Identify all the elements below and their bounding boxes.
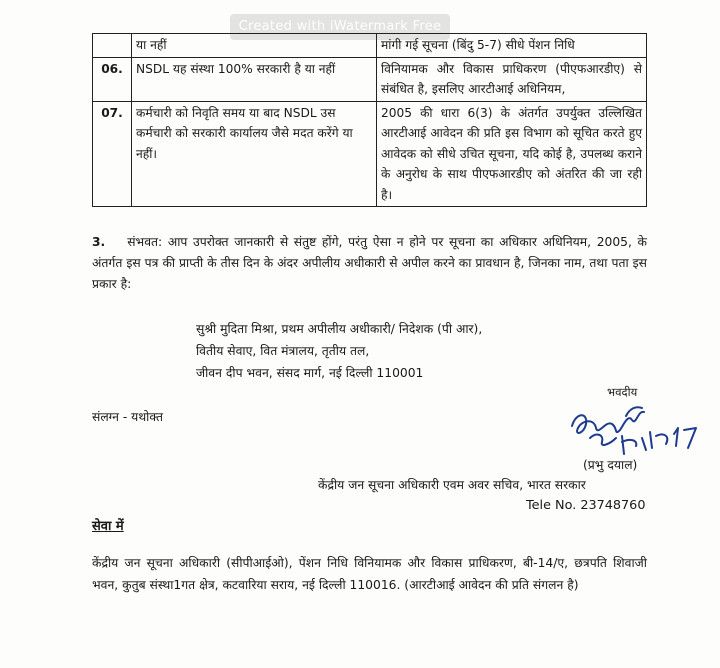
row-answer: 2005 की धारा 6(3) के अंतर्गत उपर्युक्त उल्लिखित आरटीआई आवेदन की प्रति इस विभाग को सूचित करते हुए आवेदक को सीधे उचित सूचना, यदि कोई है, उपलब्ध कराने के अनुरोध के साथ पीएफआरडीए को अंतरित की जा रही है। xyxy=(377,101,647,207)
row-answer: विनियामक और विकास प्राधिकरण (पीएफआरडीए) से संबंधित है, इसलिए आरटीआई अधिनियम, xyxy=(377,57,647,101)
appellate-address xyxy=(196,318,656,384)
row-number xyxy=(93,34,132,58)
row-question: या नहीं xyxy=(132,34,377,58)
address-line: सुश्री मुदिता मिश्रा, प्रथम अपीलीय अधीकारी/ निदेशक (पी आर), xyxy=(196,322,483,336)
table-row xyxy=(93,34,647,58)
paragraph-number: 3. xyxy=(92,235,106,249)
row-number: 07. xyxy=(93,101,132,207)
paragraph-text: संभवत: आप उपरोक्त जानकारी से संतुष्ट होंगे, परंतु ऐसा न होने पर सूचना का अधिकार अधिनियम, 2005, के अंतर्गत इस पत्र की प्राप्ती के तीस दिन के अंदर अपीलीय अधीकारी से अपील करने का प्रावधान है, जिनका नाम, तथा पता इस प्रकार है: xyxy=(92,235,647,291)
closing-salutation: भवदीय xyxy=(607,385,638,399)
telephone-number: Tele No. 23748760 xyxy=(526,498,646,513)
copy-to-heading: सेवा में xyxy=(92,519,124,534)
row-question: NSDL यह संस्था 100% सरकारी है या नहीं xyxy=(132,57,377,101)
signatory-name: (प्रभु दयाल) xyxy=(583,458,638,472)
watermark-overlay: Created with iWatermark Free xyxy=(230,14,450,40)
signature-image xyxy=(566,398,706,458)
paragraph-3 xyxy=(92,232,647,295)
signatory-designation: केंद्रीय जन सूचना अधिकारी एवम अवर सचिव, भारत सरकार xyxy=(318,478,586,492)
enclosure-note: संलग्न - यथोक्त xyxy=(92,410,163,424)
address-line: जीवन दीप भवन, संसद मार्ग, नई दिल्ली 110001 xyxy=(196,366,424,380)
row-number: 06. xyxy=(93,57,132,101)
rti-response-table xyxy=(92,33,647,207)
table-row xyxy=(93,57,647,101)
row-question: कर्मचारी को निवृति समय या बाद NSDL उस कर्मचारी को सरकारी कार्यालय जैसे मदत करेंगे या नहीं। xyxy=(132,101,377,207)
address-line: वितीय सेवाए, वित मंत्रालय, तृतीय तल, xyxy=(196,344,370,358)
table-row xyxy=(93,101,647,207)
row-answer: मांगी गई सूचना (बिंदु 5-7) सीधे पेंशन निधि xyxy=(377,34,647,58)
copy-to-recipient: केंद्रीय जन सूचना अधिकारी (सीपीआईओ), पेंशन निधि विनियामक और विकास प्राधिकरण, बी-14/ए, छत्रपति शिवाजी भवन, कुतुब संस्था1गत क्षेत्र, कटवारिया सराय, नई दिल्ली 110016. (आरटीआई आवेदन की प्रति संगलन है) xyxy=(92,556,647,592)
